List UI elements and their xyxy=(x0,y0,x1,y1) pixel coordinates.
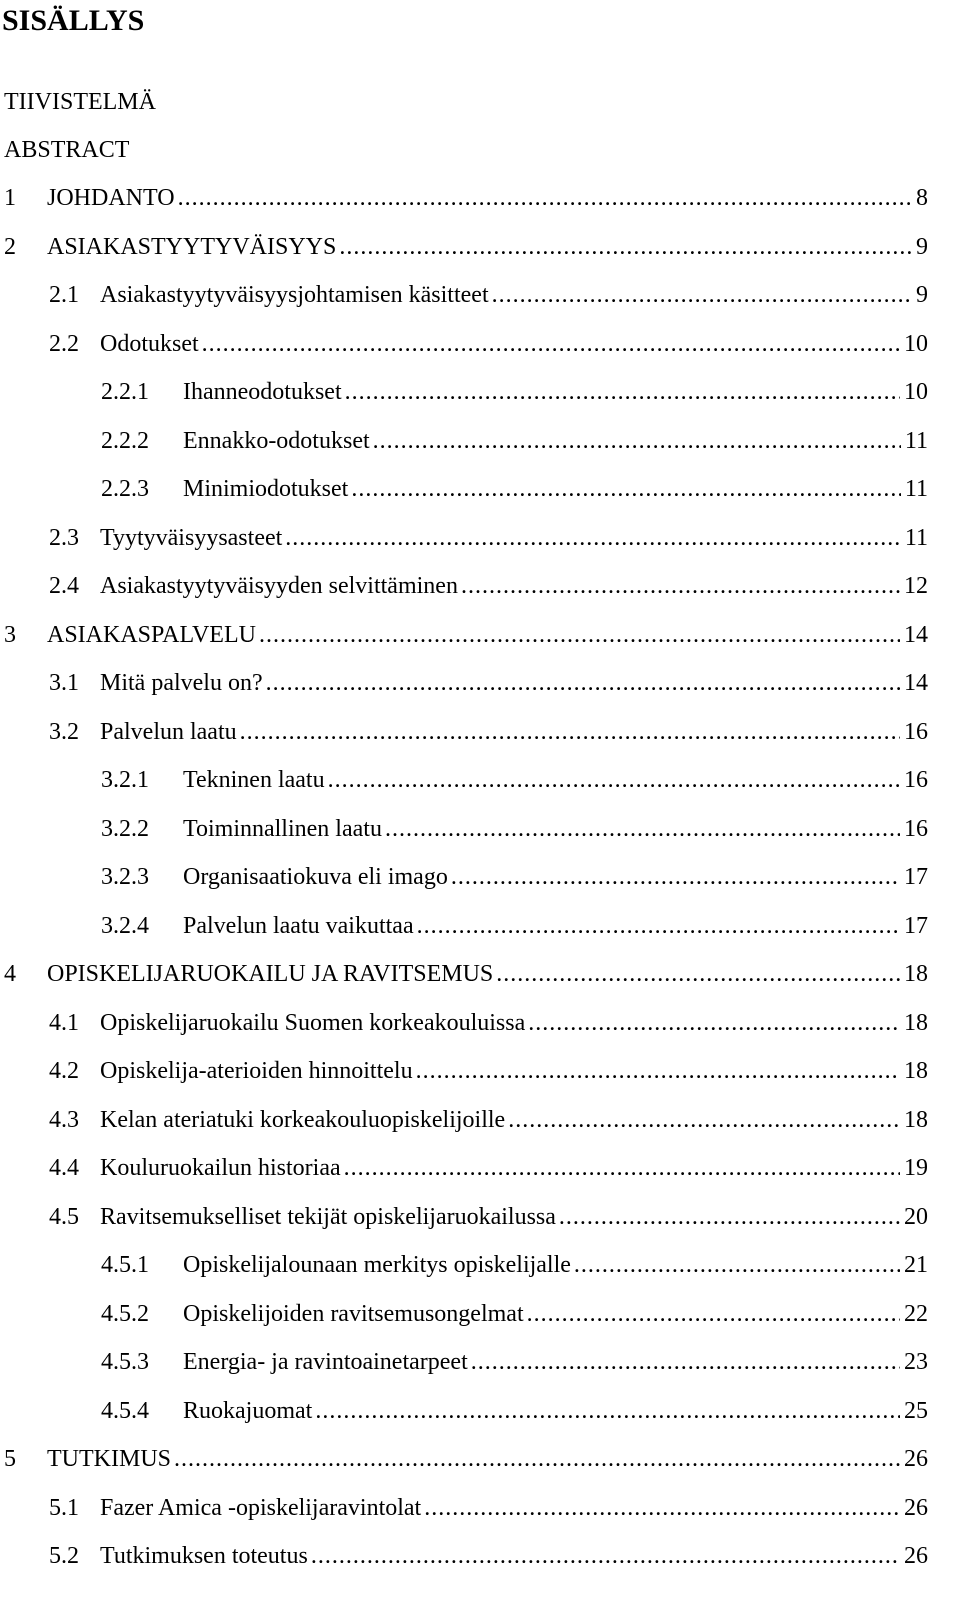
dot-leader xyxy=(259,619,900,651)
toc-entry-title: Opiskelija-aterioiden hinnoittelu xyxy=(100,1058,413,1084)
toc-entry-page: 26 xyxy=(904,1543,928,1569)
toc-entry-title: Ennakko-odotukset xyxy=(183,428,370,454)
toc-entry[interactable] xyxy=(101,764,928,796)
toc-entry-number: 2.4 xyxy=(49,573,79,599)
toc-entry[interactable] xyxy=(101,1346,928,1378)
toc-entry-page: 9 xyxy=(916,234,928,260)
dot-leader xyxy=(285,522,901,554)
toc-entry-title: Ihanneodotukset xyxy=(183,379,342,405)
toc-entry-number: 4.2 xyxy=(49,1058,79,1084)
toc-front-tiivistelma[interactable]: TIIVISTELMÄ xyxy=(4,89,156,115)
toc-entry-page: 10 xyxy=(904,379,928,405)
toc-entry-number: 2 xyxy=(4,234,16,260)
toc-entry-page: 19 xyxy=(904,1155,928,1181)
toc-entry-title: Asiakastyytyväisyysjohtamisen käsitteet xyxy=(100,282,489,308)
toc-entry-number: 2.3 xyxy=(49,525,79,551)
toc-entry-number: 4.4 xyxy=(49,1155,79,1181)
dot-leader xyxy=(339,231,912,263)
toc-entry[interactable] xyxy=(49,1007,928,1039)
toc-entry[interactable] xyxy=(4,231,928,263)
toc-entry-page: 11 xyxy=(904,428,928,454)
toc-entry-title: ASIAKASPALVELU xyxy=(47,622,256,648)
toc-entry[interactable] xyxy=(4,182,928,214)
toc-entry-page: 26 xyxy=(904,1446,928,1472)
toc-entry[interactable] xyxy=(49,1055,928,1087)
toc-entry-title: Minimiodotukset xyxy=(183,476,349,502)
dot-leader xyxy=(496,958,900,990)
toc-entry[interactable] xyxy=(101,813,928,845)
toc-entry[interactable] xyxy=(101,1298,928,1330)
toc-entry[interactable] xyxy=(101,861,928,893)
toc-front-abstract[interactable]: ABSTRACT xyxy=(4,137,130,163)
dot-leader xyxy=(424,1492,900,1524)
toc-entry-number: 3.2.2 xyxy=(101,816,149,842)
toc-entry-number: 4.5 xyxy=(49,1204,79,1230)
toc-entry[interactable] xyxy=(101,1395,928,1427)
dot-leader xyxy=(328,764,900,796)
toc-entry[interactable] xyxy=(4,1443,928,1475)
dot-leader xyxy=(574,1249,900,1281)
toc-entry-title: Opiskelijalounaan merkitys opiskelijalle xyxy=(183,1252,571,1278)
toc-entry[interactable] xyxy=(49,570,928,602)
toc-entry-title: JOHDANTO xyxy=(47,185,175,211)
toc-entry-number: 2.2.3 xyxy=(101,476,149,502)
dot-leader xyxy=(451,861,900,893)
toc-entry-number: 4.3 xyxy=(49,1107,79,1133)
toc-entry-page: 17 xyxy=(904,864,928,890)
toc-entry-number: 3.2.4 xyxy=(101,913,149,939)
toc-entry-page: 16 xyxy=(904,719,928,745)
toc-entry-page: 17 xyxy=(904,913,928,939)
toc-entry[interactable] xyxy=(101,425,928,457)
toc-entry-page: 22 xyxy=(904,1301,928,1327)
toc-entry[interactable] xyxy=(49,1492,928,1524)
toc-entry-page: 10 xyxy=(904,331,928,357)
toc-entry-page: 9 xyxy=(916,282,928,308)
toc-entry-title: Tyytyväisyysasteet xyxy=(100,525,283,551)
toc-entry-page: 11 xyxy=(904,476,928,502)
toc-entry[interactable] xyxy=(49,1540,928,1572)
toc-entry-title: Kelan ateriatuki korkeakouluopiskelijoille xyxy=(100,1107,506,1133)
toc-entry-page: 11 xyxy=(904,525,928,551)
toc-entry[interactable] xyxy=(49,667,928,699)
dot-leader xyxy=(461,570,900,602)
toc-entry-number: 4.5.4 xyxy=(101,1398,149,1424)
dot-leader xyxy=(527,1298,900,1330)
toc-entry-title: Fazer Amica -opiskelijaravintolat xyxy=(100,1495,422,1521)
toc-entry-title: Energia- ja ravintoainetarpeet xyxy=(183,1349,468,1375)
dot-leader xyxy=(508,1104,900,1136)
toc-entry[interactable] xyxy=(4,958,928,990)
toc-entry-number: 3 xyxy=(4,622,16,648)
dot-leader xyxy=(417,910,900,942)
toc-entry-page: 18 xyxy=(904,1107,928,1133)
toc-entry-title: Ravitsemukselliset tekijät opiskelijaruokailussa xyxy=(100,1204,556,1230)
toc-entry-number: 2.1 xyxy=(49,282,79,308)
toc-entry-title: Ruokajuomat xyxy=(183,1398,313,1424)
toc-entry-number: 4.5.3 xyxy=(101,1349,149,1375)
toc-entry-number: 3.1 xyxy=(49,670,79,696)
toc-entry-title: Mitä palvelu on? xyxy=(100,670,263,696)
toc-entry-number: 3.2 xyxy=(49,719,79,745)
toc-entry[interactable] xyxy=(49,1152,928,1184)
toc-entry-number: 5.1 xyxy=(49,1495,79,1521)
dot-leader xyxy=(559,1201,900,1233)
dot-leader xyxy=(351,473,901,505)
dot-leader xyxy=(373,425,901,457)
toc-entry-title: OPISKELIJARUOKAILU JA RAVITSEMUS xyxy=(47,961,494,987)
dot-leader xyxy=(266,667,900,699)
toc-entry[interactable] xyxy=(49,328,928,360)
toc-entry[interactable] xyxy=(49,1201,928,1233)
toc-entry-title: Kouluruokailun historiaa xyxy=(100,1155,341,1181)
toc-entry-page: 26 xyxy=(904,1495,928,1521)
dot-leader xyxy=(492,279,912,311)
dot-leader xyxy=(345,376,900,408)
toc-entry-page: 14 xyxy=(904,670,928,696)
toc-entry[interactable] xyxy=(49,716,928,748)
toc-entry-number: 4 xyxy=(4,961,16,987)
toc-entry-page: 20 xyxy=(904,1204,928,1230)
toc-entry-number: 2.2.2 xyxy=(101,428,149,454)
toc-entry-page: 8 xyxy=(916,185,928,211)
toc-entry-title: Palvelun laatu xyxy=(100,719,237,745)
toc-entry[interactable] xyxy=(101,910,928,942)
dot-leader xyxy=(528,1007,900,1039)
toc-entry-number: 4.5.2 xyxy=(101,1301,149,1327)
toc-entry-page: 18 xyxy=(904,961,928,987)
toc-entry-title: Tutkimuksen toteutus xyxy=(100,1543,308,1569)
toc-entry-number: 2.2.1 xyxy=(101,379,149,405)
toc-entry[interactable] xyxy=(49,279,928,311)
toc-entry-page: 21 xyxy=(904,1252,928,1278)
toc-entry-number: 1 xyxy=(4,185,16,211)
toc-entry-title: Opiskelijoiden ravitsemusongelmat xyxy=(183,1301,524,1327)
toc-entry[interactable] xyxy=(4,619,928,651)
toc-entry-title: Opiskelijaruokailu Suomen korkeakouluissa xyxy=(100,1010,526,1036)
toc-entry-page: 23 xyxy=(904,1349,928,1375)
toc-entry-page: 16 xyxy=(904,816,928,842)
toc-entry-page: 12 xyxy=(904,573,928,599)
toc-entry-title: Odotukset xyxy=(100,331,199,357)
dot-leader xyxy=(202,328,900,360)
toc-entry[interactable] xyxy=(101,376,928,408)
dot-leader xyxy=(315,1395,900,1427)
toc-entry-title: Asiakastyytyväisyyden selvittäminen xyxy=(100,573,458,599)
toc-entry[interactable] xyxy=(49,1104,928,1136)
dot-leader xyxy=(385,813,900,845)
dot-leader xyxy=(416,1055,900,1087)
toc-entry-title: Palvelun laatu vaikuttaa xyxy=(183,913,414,939)
dot-leader xyxy=(174,1443,900,1475)
toc-entry-page: 16 xyxy=(904,767,928,793)
toc-entry-title: TUTKIMUS xyxy=(47,1446,171,1472)
toc-entry-page: 14 xyxy=(904,622,928,648)
toc-entry-title: Tekninen laatu xyxy=(183,767,325,793)
toc-entry[interactable] xyxy=(49,522,928,554)
page-title: SISÄLLYS xyxy=(2,4,145,37)
toc-entry-number: 2.2 xyxy=(49,331,79,357)
toc-entry-number: 5.2 xyxy=(49,1543,79,1569)
dot-leader xyxy=(471,1346,900,1378)
dot-leader xyxy=(311,1540,900,1572)
toc-entry-title: ASIAKASTYYTYVÄISYYS xyxy=(47,234,337,260)
dot-leader xyxy=(344,1152,900,1184)
toc-entry[interactable] xyxy=(101,1249,928,1281)
toc-entry-number: 5 xyxy=(4,1446,16,1472)
dot-leader xyxy=(178,182,912,214)
toc-entry-number: 3.2.3 xyxy=(101,864,149,890)
toc-entry-title: Toiminnallinen laatu xyxy=(183,816,382,842)
toc-entry-number: 4.1 xyxy=(49,1010,79,1036)
toc-entry[interactable] xyxy=(101,473,928,505)
toc-entry-page: 18 xyxy=(904,1010,928,1036)
toc-entry-page: 18 xyxy=(904,1058,928,1084)
toc-entry-page: 25 xyxy=(904,1398,928,1424)
toc-entry-number: 3.2.1 xyxy=(101,767,149,793)
toc-entry-title: Organisaatiokuva eli imago xyxy=(183,864,448,890)
dot-leader xyxy=(240,716,900,748)
toc-entry-number: 4.5.1 xyxy=(101,1252,149,1278)
